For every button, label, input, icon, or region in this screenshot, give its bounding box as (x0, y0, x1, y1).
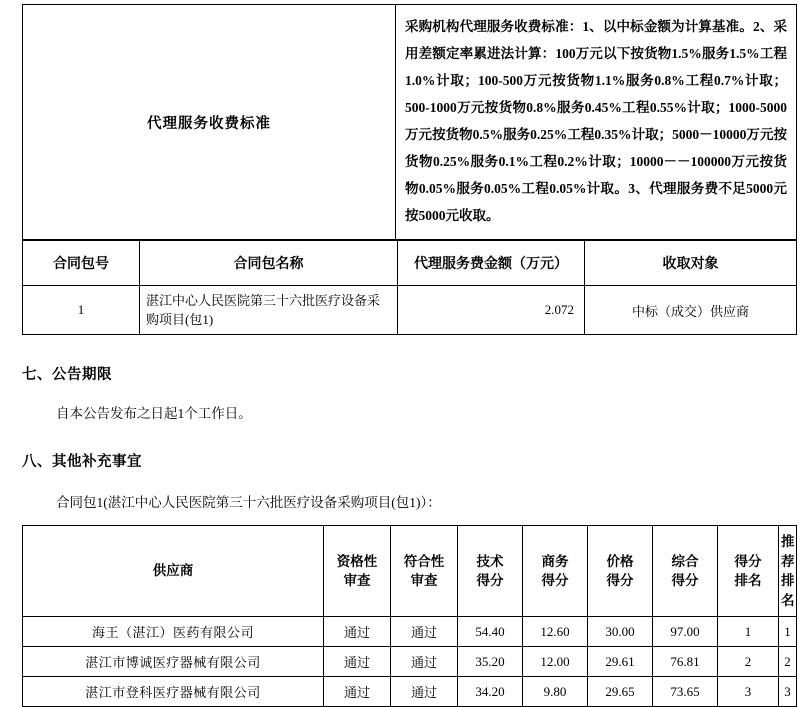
cell-charge-target: 中标（成交）供应商 (585, 286, 797, 335)
column-header-business-line2: 得分 (541, 573, 569, 589)
section-text-announcement-period: 自本公告发布之日起1个工作日。 (56, 406, 252, 421)
column-header-supplier-line1: 供应商 (152, 563, 194, 579)
column-header-technical-line2: 得分 (476, 573, 504, 589)
column-header-package-no: 合同包号 (23, 241, 140, 286)
cell-fee-amount: 2.072 (398, 286, 585, 335)
cell-recommend-rank: 1 (779, 617, 797, 647)
section-text-other-matters: 合同包1(湛江中心人民医院第三十六批医疗设备采购项目(包1)）： (56, 495, 441, 510)
cell-supplier: 海王（湛江）医药有限公司 (23, 617, 324, 647)
table-row (23, 647, 797, 677)
cell-business-score: 12.00 (523, 647, 588, 677)
cell-supplier: 湛江市博诚医疗器械有限公司 (23, 647, 324, 677)
cell-total-score: 73.65 (653, 677, 718, 707)
column-header-recommend-rank-line1: 推荐 (781, 534, 795, 569)
column-header-technical-line1: 技术 (476, 553, 504, 569)
cell-technical-score: 54.40 (458, 617, 523, 647)
section-heading-other-matters: 八、其他补充事宜 (22, 454, 142, 470)
cell-total-score: 97.00 (653, 617, 718, 647)
column-header-fee-amount: 代理服务费金额（万元） (398, 241, 585, 286)
column-header-total-score (653, 526, 718, 617)
cell-compliance: 通过 (391, 617, 458, 647)
column-header-price-score (588, 526, 653, 617)
column-header-score-rank-line2: 排名 (734, 573, 762, 589)
section-heading-announcement-period: 七、公告期限 (22, 367, 112, 383)
cell-total-score: 76.81 (653, 647, 718, 677)
contract-package-table (22, 240, 797, 335)
cell-business-score: 9.80 (523, 677, 588, 707)
fee-standard-text: 采购机构代理服务收费标准：1、以中标金额为计算基准。2、采用差额定率累进法计算：100万元以下按货物1.5%服务1.5%工程1.0%计取；100-500万元按货物1.1%服务0.8%工程0.7%计取；500-1000万元按货物0.8%服务0.45%工程0.55%计取；1000-5000万元按货物0.5%服务0.25%工程0.35%计取；5000－10000万元按货物0.25%服务0.1%工程0.2%计取；10000－－100000万元按货物0.05%服务0.05%工程0.05%计取。3、代理服务费不足5000元按5000元收取。 (396, 5, 797, 240)
cell-price-score: 30.00 (588, 617, 653, 647)
column-header-compliance-line2: 审查 (410, 573, 438, 589)
column-header-score-rank-line1: 得分 (734, 553, 762, 569)
column-header-qualification-line2: 审查 (343, 573, 371, 589)
cell-business-score: 12.60 (523, 617, 588, 647)
cell-package-name: 湛江中心人民医院第三十六批医疗设备采购项目(包1) (140, 286, 398, 335)
supplier-score-table (22, 525, 797, 707)
cell-supplier: 湛江市登科医疗器械有限公司 (23, 677, 324, 707)
table-row (23, 286, 797, 335)
column-header-business-line1: 商务 (541, 553, 569, 569)
cell-price-score: 29.65 (588, 677, 653, 707)
cell-compliance: 通过 (391, 677, 458, 707)
column-header-qualification-line1: 资格性 (336, 553, 378, 569)
column-header-compliance (391, 526, 458, 617)
column-header-total-line1: 综合 (671, 553, 699, 569)
column-header-package-name: 合同包名称 (140, 241, 398, 286)
cell-score-rank: 2 (718, 647, 779, 677)
column-header-business-score (523, 526, 588, 617)
cell-technical-score: 35.20 (458, 647, 523, 677)
column-header-qualification (324, 526, 391, 617)
table-header-row (23, 241, 797, 286)
column-header-recommend-rank (779, 526, 797, 617)
cell-package-no: 1 (23, 286, 140, 335)
document-page (0, 4, 809, 704)
column-header-total-line2: 得分 (671, 573, 699, 589)
table-row (23, 617, 797, 647)
cell-qualification: 通过 (324, 617, 391, 647)
table-row (23, 5, 797, 240)
column-header-supplier (23, 526, 324, 617)
fee-standard-label: 代理服务收费标准 (23, 5, 396, 240)
cell-recommend-rank: 3 (779, 677, 797, 707)
table-row (23, 677, 797, 707)
cell-price-score: 29.61 (588, 647, 653, 677)
cell-score-rank: 1 (718, 617, 779, 647)
cell-qualification: 通过 (324, 647, 391, 677)
column-header-price-line1: 价格 (606, 553, 634, 569)
column-header-compliance-line1: 符合性 (403, 553, 445, 569)
column-header-price-line2: 得分 (606, 573, 634, 589)
cell-qualification: 通过 (324, 677, 391, 707)
cell-technical-score: 34.20 (458, 677, 523, 707)
column-header-technical-score (458, 526, 523, 617)
agency-fee-standard-table (22, 4, 797, 240)
column-header-recommend-rank-line2: 排名 (781, 573, 795, 608)
table-header-row (23, 526, 797, 617)
cell-compliance: 通过 (391, 647, 458, 677)
column-header-score-rank (718, 526, 779, 617)
cell-score-rank: 3 (718, 677, 779, 707)
column-header-charge-target: 收取对象 (585, 241, 797, 286)
cell-recommend-rank: 2 (779, 647, 797, 677)
